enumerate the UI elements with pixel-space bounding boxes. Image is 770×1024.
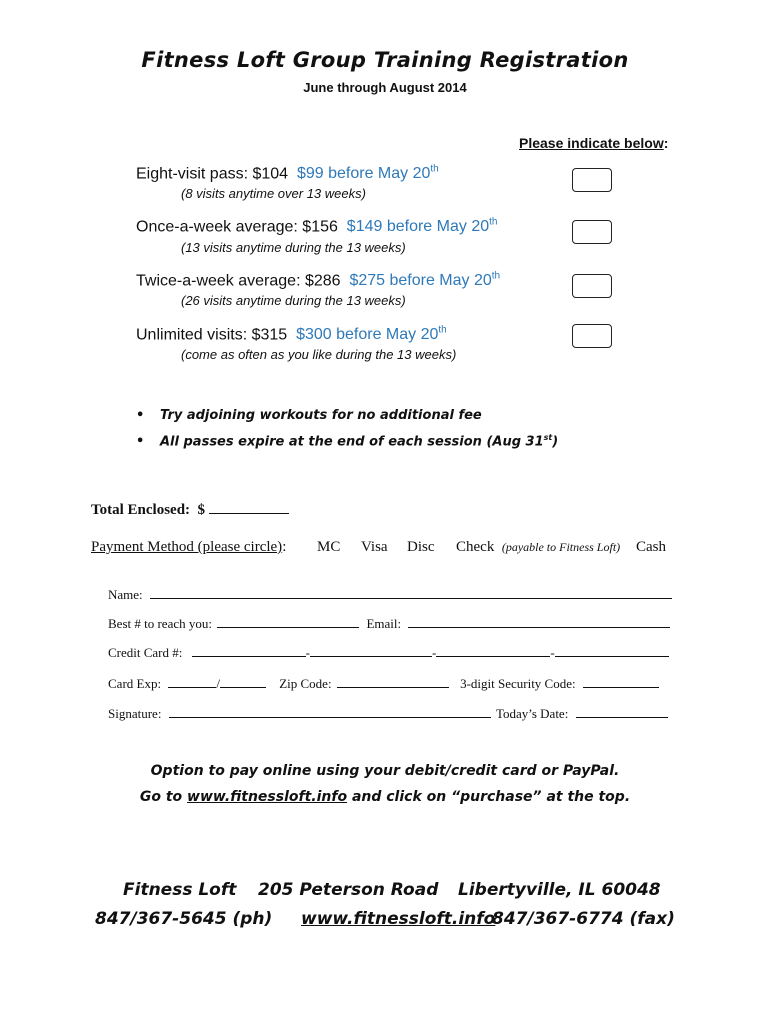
bullet-sup: st: [543, 433, 553, 442]
pass-early-price: [297, 165, 439, 182]
bullet-end: ): [552, 434, 559, 450]
card-exp-label: Card Exp:: [108, 676, 162, 691]
pass-desc: (come as often as you like during the 13 weeks): [181, 347, 457, 362]
check-note: (payable to Fitness Loft): [501, 540, 621, 554]
pass-option-once-a-week: [136, 217, 497, 236]
pass-desc: (8 visits anytime over 13 weeks): [181, 186, 366, 201]
exp-month-field[interactable]: [168, 672, 216, 688]
pass-desc: (13 visits anytime during the 13 weeks): [181, 240, 406, 255]
total-label: Total Enclosed:: [91, 502, 191, 518]
footer-phone: 847/367-5645 (ph): [95, 909, 273, 929]
pass-option-eight-visit: [136, 164, 439, 183]
payment-label-text: Payment Method (please circle): [91, 539, 283, 555]
bullet-passes-expire: [136, 433, 558, 449]
cc-separator: -: [305, 645, 310, 660]
pass-early-price: [347, 218, 498, 235]
early-price-text: $149 before May 20: [346, 218, 490, 236]
payment-option-visa[interactable]: Visa: [361, 539, 388, 555]
name-row: [108, 583, 678, 603]
checkbox-once-a-week[interactable]: [572, 220, 612, 244]
cc-part-1-field[interactable]: [192, 641, 306, 657]
today-date-label: Today’s Date:: [495, 706, 569, 721]
bullet-adjoining-workouts: [136, 408, 482, 423]
early-price-sup: th: [489, 217, 498, 228]
signature-label: Signature:: [108, 706, 162, 721]
payment-option-check[interactable]: [456, 539, 620, 556]
indicate-label: [519, 135, 668, 151]
today-date-field[interactable]: [576, 702, 668, 718]
signature-field[interactable]: [169, 702, 491, 718]
early-price-text: $275 before May 20: [349, 272, 492, 290]
early-price-text: $300 before May 20: [296, 326, 439, 344]
check-label: Check: [456, 539, 495, 555]
exp-year-field[interactable]: [220, 672, 266, 688]
bullet-dot-icon: •: [136, 434, 145, 450]
indicate-colon: :: [663, 135, 669, 151]
name-label: Name:: [108, 587, 143, 602]
payment-option-cash[interactable]: Cash: [636, 539, 666, 555]
early-price-sup: th: [438, 325, 447, 336]
online-payment-line1: Option to pay online using your debit/credit card or PayPal.: [150, 763, 620, 779]
zip-field[interactable]: [337, 672, 449, 688]
online-instructions: and click on “purchase” at the top.: [347, 789, 631, 805]
early-price-sup: th: [491, 271, 501, 282]
total-amount-field[interactable]: [209, 498, 289, 514]
credit-card-row: [108, 641, 678, 661]
form-title: Fitness Loft Group Training Registration: [141, 48, 629, 72]
footer-website-link[interactable]: www.fitnessloft.info: [301, 909, 496, 929]
pass-name: Unlimited visits: $315: [136, 326, 288, 344]
contact-row: [108, 612, 678, 632]
phone-field[interactable]: [217, 612, 359, 628]
payment-option-mc[interactable]: MC: [317, 539, 341, 555]
online-go-to: Go to: [139, 789, 188, 805]
bullet-text: All passes expire at the end of each session (Aug 31: [160, 434, 544, 450]
cc-part-2-field[interactable]: [310, 641, 432, 657]
footer-business-name: Fitness Loft: [123, 880, 237, 900]
pass-option-unlimited: [136, 325, 447, 344]
early-price-sup: th: [430, 164, 439, 175]
checkbox-twice-a-week[interactable]: [572, 274, 612, 298]
email-field[interactable]: [408, 612, 670, 628]
pass-option-twice-a-week: [136, 271, 500, 290]
footer-address: 205 Peterson Road: [258, 880, 439, 900]
form-subtitle: June through August 2014: [303, 80, 467, 95]
pass-name: Once-a-week average: $156: [136, 218, 338, 236]
footer-city: Libertyville, IL 60048: [458, 880, 661, 900]
bullet-text: Try adjoining workouts for no additional fee: [160, 408, 482, 423]
security-label: 3-digit Security Code:: [460, 676, 576, 691]
payment-method-label: [91, 539, 286, 556]
security-code-field[interactable]: [583, 672, 659, 688]
pass-name: Twice-a-week average: $286: [136, 272, 341, 290]
phone-label: Best # to reach you:: [108, 616, 212, 631]
cc-separator: -: [431, 645, 437, 660]
total-enclosed: [91, 498, 289, 519]
footer-fax: 847/367-6774 (fax): [492, 909, 675, 929]
online-payment-line2: [0, 789, 770, 805]
checkbox-eight-visit[interactable]: [572, 168, 612, 192]
payment-option-disc[interactable]: Disc: [407, 539, 435, 555]
payment-colon: :: [282, 539, 287, 555]
pass-desc: (26 visits anytime during the 13 weeks): [181, 293, 406, 308]
cc-separator: -: [550, 645, 555, 660]
indicate-text: Please indicate below: [519, 135, 664, 151]
cc-part-3-field[interactable]: [436, 641, 550, 657]
currency-symbol: $: [197, 502, 206, 518]
early-price-text: $99 before May 20: [296, 165, 431, 183]
card-exp-row: [108, 672, 678, 692]
zip-label: Zip Code:: [279, 676, 332, 691]
pass-early-price: [296, 326, 447, 343]
pass-early-price: [349, 272, 500, 289]
website-link[interactable]: www.fitnessloft.info: [187, 789, 348, 805]
name-field[interactable]: [150, 583, 672, 599]
checkbox-unlimited[interactable]: [572, 324, 612, 348]
signature-row: [108, 702, 678, 722]
pass-name: Eight-visit pass: $104: [136, 165, 289, 183]
exp-separator: /: [216, 676, 220, 691]
email-label: Email:: [366, 616, 402, 631]
cc-part-4-field[interactable]: [555, 641, 669, 657]
bullet-dot-icon: •: [136, 408, 145, 423]
credit-card-label: Credit Card #:: [108, 645, 183, 660]
